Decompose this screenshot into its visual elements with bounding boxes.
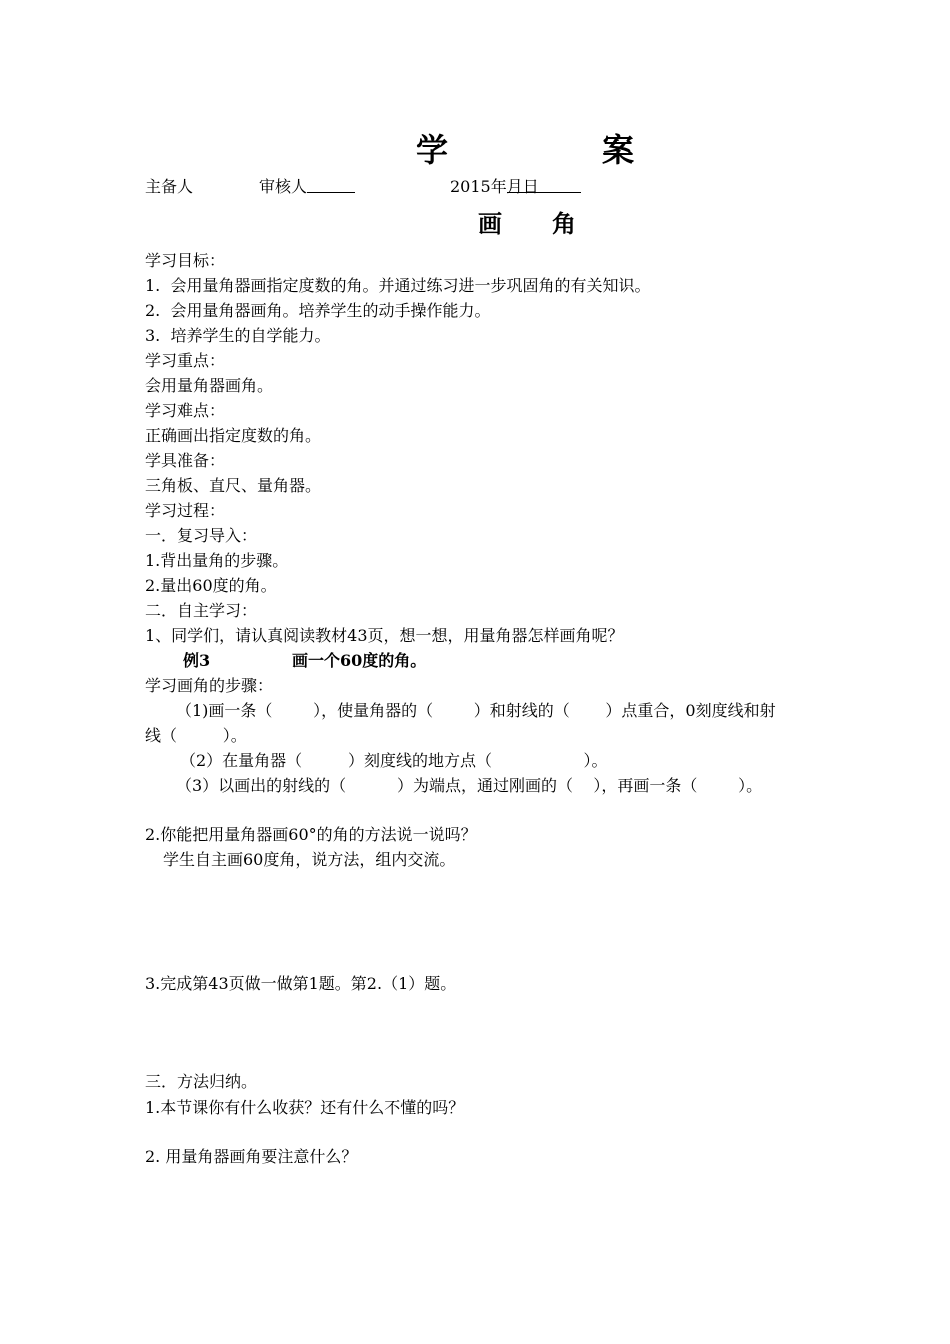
lesson-title [470,208,590,240]
self-study-item-1: 1、同学们，请认真阅读教材43页，想一想，用量角器怎样画角呢？ [145,626,624,645]
tools: 三角板、直尺、量角器。 [145,476,322,495]
subtitle-char-1: 画 [478,209,502,238]
title-char-1: 学 [416,131,449,169]
review-item-1: 1.背出量角的步骤。 [145,551,289,570]
step-1-line-1: （1)画一条（ ），使量角器的（ ）和射线的（ ）点重合，0刻度线和射 [176,701,776,720]
question-2: 2.你能把用量角器画60°的角的方法说一说吗？ [145,825,477,844]
month-text: 月 [506,177,523,196]
section-3-heading: 三．方法归纳。 [145,1072,258,1091]
difficulty-heading: 学习难点： [145,401,226,420]
step-2: （2）在量角器（ ）刻度线的地方点（ ）。 [180,751,608,770]
meta-line [145,176,845,198]
objective-3: 3. 培养学生的自学能力。 [145,326,331,345]
year-text: 2015年 [450,177,507,196]
step-1-line-2: 线（ ）。 [145,726,247,745]
review-item-2: 2.量出60度的角。 [145,576,277,595]
tools-heading: 学具准备： [145,451,226,470]
day-blank [523,176,581,193]
summary-question-1: 1.本节课你有什么收获？还有什么不懂的吗？ [145,1098,465,1117]
key-point-heading: 学习重点： [145,351,226,370]
preparer-label: 主备人 [145,177,194,196]
document-title [380,128,680,172]
question-2-note: 学生自主画60度角，说方法，组内交流。 [163,850,456,869]
process-heading: 学习过程： [145,501,226,520]
example-label: 例3 [183,651,211,670]
question-3: 3.完成第43页做一做第1题。第2.（1）题。 [145,974,457,993]
key-point: 会用量角器画角。 [145,376,274,395]
day-text: 日 [522,177,539,196]
difficulty: 正确画出指定度数的角。 [145,426,322,445]
summary-question-2: 2. 用量角器画角要注意什么？ [145,1147,358,1166]
objective-2: 2. 会用量角器画角。培养学生的动手操作能力。 [145,301,491,320]
reviewer-label-text: 审核人 [259,177,308,196]
subtitle-char-2: 角 [552,209,576,238]
date-field [450,176,539,198]
section-2-heading: 二．自主学习： [145,601,258,620]
section-1-heading: 一．复习导入： [145,526,258,545]
reviewer-label [259,176,307,198]
objective-1: 1. 会用量角器画指定度数的角。并通过练习进一步巩固角的有关知识。 [145,276,651,295]
objectives-heading: 学习目标： [145,251,226,270]
title-char-2: 案 [602,131,635,169]
reviewer-blank [307,176,355,193]
step-3: （3）以画出的射线的（ ）为端点，通过刚画的（ ），再画一条（ ）。 [176,776,763,795]
example-text: 画一个60度的角。 [292,651,427,670]
steps-heading: 学习画角的步骤： [145,676,274,695]
